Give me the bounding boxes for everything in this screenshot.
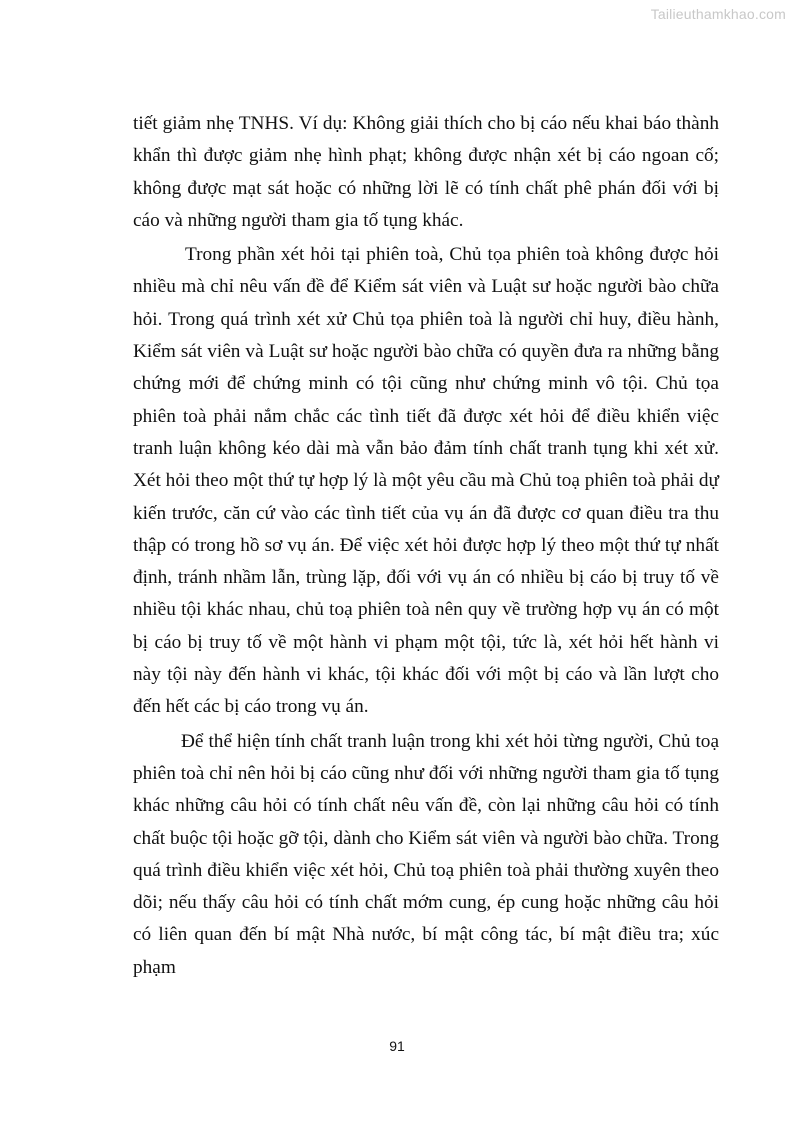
page-number: 91 [389,1038,405,1054]
document-body [133,108,719,986]
watermark-text: Tailieuthamkhao.com [650,6,786,22]
paragraph-continued: tiết giảm nhẹ TNHS. Ví dụ: Không giải thích cho bị cáo nếu khai báo thành khẩn thì được giảm nhẹ hình phạt; không được nhận xét bị cáo ngoan cố; không được mạt sát hoặc có những lời lẽ có tính chất phê phán đối với bị cáo và những người tham gia tố tụng khác. [133,113,719,231]
paragraph-debate: Để thể hiện tính chất tranh luận trong khi xét hỏi từng người, Chủ toạ phiên toà chỉ nên hỏi bị cáo cũng như đối với những người tham gia tố tụng khác những câu hỏi có tính chất nêu vấn đề, còn lại những câu hỏi có tính chất buộc tội hoặc gỡ tội, dành cho Kiểm sát viên và người bào chữa. Trong quá trình điều khiển việc xét hỏi, Chủ toạ phiên toà phải thường xuyên theo dõi; nếu thấy câu hỏi có tính chất mớm cung, ép cung hoặc những câu hỏi có liên quan đến bí mật Nhà nước, bí mật công tác, bí mật điều tra; xúc phạm [133,730,719,978]
paragraph-questioning: Trong phần xét hỏi tại phiên toà, Chủ tọa phiên toà không được hỏi nhiều mà chỉ nêu vấn đề để Kiểm sát viên và Luật sư hoặc người bào chữa hỏi. Trong quá trình xét xử Chủ tọa phiên toà là người chỉ huy, điều hành, Kiểm sát viên và Luật sư hoặc người bào chữa có quyền đưa ra những bằng chứng mới để chứng minh có tội cũng như chứng minh vô tội. Chủ tọa phiên toà phải nắm chắc các tình tiết đã được xét hỏi để điều khiển việc tranh luận không kéo dài mà vẫn bảo đảm tính chất tranh tụng khi xét xử. Xét hỏi theo một thứ tự hợp lý là một yêu cầu mà Chủ toạ phiên toà phải dự kiến trước, căn cứ vào các tình tiết của vụ án đã được cơ quan điều tra thu thập có trong hồ sơ vụ án. Để việc xét hỏi được hợp lý theo một thứ tự nhất định, tránh nhầm lẫn, trùng lặp, đối với vụ án có nhiều bị cáo bị truy tố về nhiều tội khác nhau, chủ toạ phiên toà nên quy về trường hợp vụ án có một bị cáo bị truy tố về một hành vi phạm một tội, tức là, xét hỏi hết hành vi này tội này đến hành vi khác, tội khác đối với một bị cáo và lần lượt cho đến hết các bị cáo trong vụ án. [133,244,719,718]
